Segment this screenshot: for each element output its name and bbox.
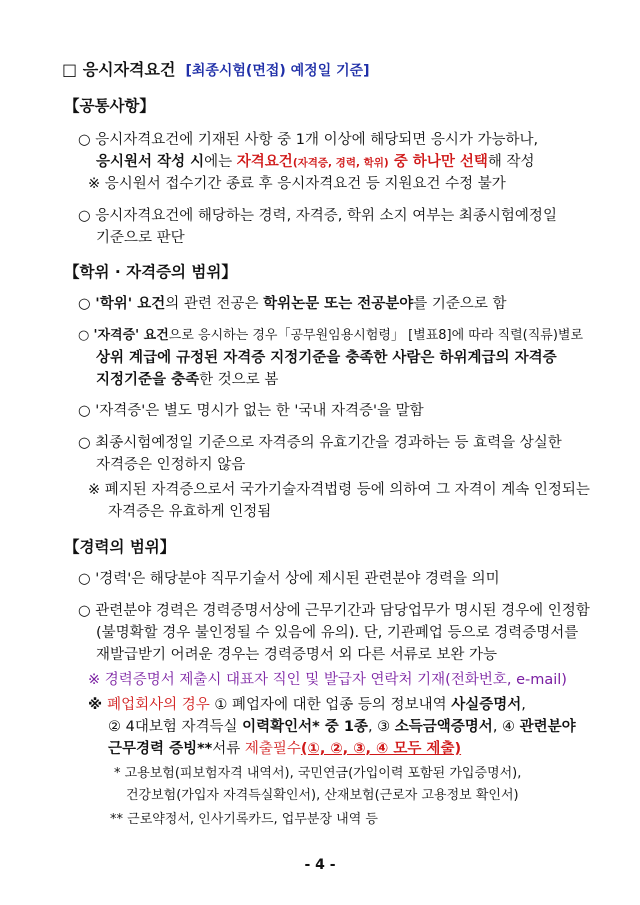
page-title — [62, 60, 370, 81]
text-segment: 한 것으로 봄 — [199, 372, 279, 388]
emph-related-field: 관련분야 — [519, 719, 576, 735]
common-item-1-line2 — [96, 152, 535, 173]
text-segment: ① 폐업자에 대한 업종 등의 정보내역 — [209, 697, 452, 713]
degree-item-4-line1: ○ 최종시험예정일 기준으로 자격증의 유효기간을 경과하는 등 효력을 상실한 — [78, 435, 562, 451]
emph-license: '자격증' 요건 — [93, 328, 169, 343]
career-item-2-line1: ○ 관련분야 경력은 경력증명서상에 근무기간과 담당업무가 명시된 경우에 인정함 — [78, 603, 590, 619]
degree-item-2-line2: 상위 계급에 규정된 자격증 지정기준을 충족한 사람은 하위계급의 자격증 — [96, 350, 557, 366]
emph-income-certificate: 소득금액증명서 — [394, 719, 493, 735]
footnote-1-line2: 건강보험(가입자 자격득실확인서), 산재보험(근로자 고용정보 확인서) — [126, 788, 519, 803]
text-segment: 를 기준으로 함 — [413, 296, 507, 312]
career-item-1: ○ '경력'은 해당분야 직무기술서 상에 제시된 관련분야 경력을 의미 — [78, 571, 500, 587]
emph-fact-certificate: 사실증명서 — [451, 697, 522, 713]
degree-item-2-line3 — [96, 370, 278, 390]
degree-item-2-line1 — [78, 326, 583, 346]
section-common-header: 【공통사항】 — [64, 97, 155, 115]
emph-criteria: 지정기준을 충족 — [96, 372, 200, 388]
common-item-1-line1: ○ 응시자격요건에 기재된 사항 중 1개 이상에 해당되면 응시가 가능하나, — [78, 132, 539, 148]
degree-item-4-line2: 자격증은 인정하지 않음 — [96, 457, 246, 473]
text-segment: 의 관련 전공은 — [165, 296, 264, 312]
emph-required: 제출필수 — [244, 741, 301, 757]
bullet: ○ — [78, 296, 96, 312]
text-segment: 서류 — [212, 741, 245, 757]
footnote-2: ** 근로약정서, 인사기록카드, 업무분장 내역 등 — [110, 812, 378, 827]
emph-requirement-types: (자격증, 경력, 학위) — [292, 157, 389, 169]
common-item-2-line1: ○ 응시자격요건에 해당하는 경력, 자격증, 학위 소지 여부는 최종시험예정일 — [78, 208, 557, 224]
degree-item-1 — [78, 294, 507, 314]
career-item-2-line3: 재발급받기 어려운 경우는 경력증명서 외 다른 서류로 보완 가능 — [96, 647, 498, 663]
text-segment: 으로 응시하는 경우「공무원임용시험령」 [별표8]에 따라 직렬(직류)별로 — [168, 328, 584, 343]
text-segment: , ③ — [367, 719, 395, 735]
section-career-header: 【경력의 범위】 — [64, 538, 176, 556]
emph-closed-company: 폐업회사의 경우 — [107, 697, 210, 713]
common-item-2-line2: 기준으로 판단 — [96, 230, 185, 246]
degree-note-line1: ※ 폐지된 자격증으로서 국가기술자격법령 등에 의하여 그 자격이 계속 인정되는 — [88, 482, 590, 498]
degree-note-line2: 자격증은 유효하게 인정됨 — [108, 504, 272, 520]
career-note-2-line1 — [88, 695, 526, 715]
common-note-1: ※ 응시원서 접수기간 종료 후 응시자격요건 등 지원요건 수정 불가 — [88, 176, 506, 192]
note-mark: ※ — [88, 697, 108, 713]
emph-degree: '학위' 요건 — [95, 296, 166, 312]
bullet: ○ — [78, 328, 94, 343]
emph-history-certificate: 이력확인서* 중 1종 — [242, 719, 368, 735]
emph-career-proof: 근무경력 증빙** — [108, 741, 213, 757]
emph-application: 응시원서 작성 시 — [96, 154, 205, 170]
text-segment: , — [521, 697, 526, 713]
emph-submit-all: (①, ②, ③, ④ 모두 제출) — [300, 741, 462, 757]
title-sub: [최종시험(면접) 예정일 기준] — [185, 63, 370, 79]
section-degree-header: 【학위 · 자격증의 범위】 — [64, 263, 237, 281]
career-note-2-line2 — [108, 717, 576, 737]
text-segment: ② 4대보험 자격득실 — [108, 719, 243, 735]
page-number: - 4 - — [304, 857, 336, 873]
career-note-2-line3 — [108, 739, 461, 759]
career-item-2-line2: (불명확할 경우 불인정될 수 있음에 유의). 단, 기관폐업 등으로 경력증명서를 — [96, 625, 579, 641]
title-main: □ 응시자격요건 — [62, 60, 176, 79]
emph-requirement: 자격요건 — [236, 154, 293, 170]
emph-choose-one: 중 하나만 선택 — [388, 154, 488, 170]
text-segment: 해 작성 — [487, 154, 535, 170]
footnote-1-line1: * 고용보험(피보험자격 내역서), 국민연금(가입이력 포함된 가입증명서), — [114, 766, 522, 781]
emph-thesis: 학위논문 또는 전공분야 — [263, 296, 414, 312]
career-note-1: ※ 경력증명서 제출시 대표자 직인 및 발급자 연락처 기재(전화번호, e-mail) — [88, 672, 567, 688]
text-segment: 에는 — [204, 154, 237, 170]
text-segment: , ④ — [492, 719, 520, 735]
degree-item-3: ○ '자격증'은 별도 명시가 없는 한 '국내 자격증'을 말함 — [78, 403, 424, 419]
